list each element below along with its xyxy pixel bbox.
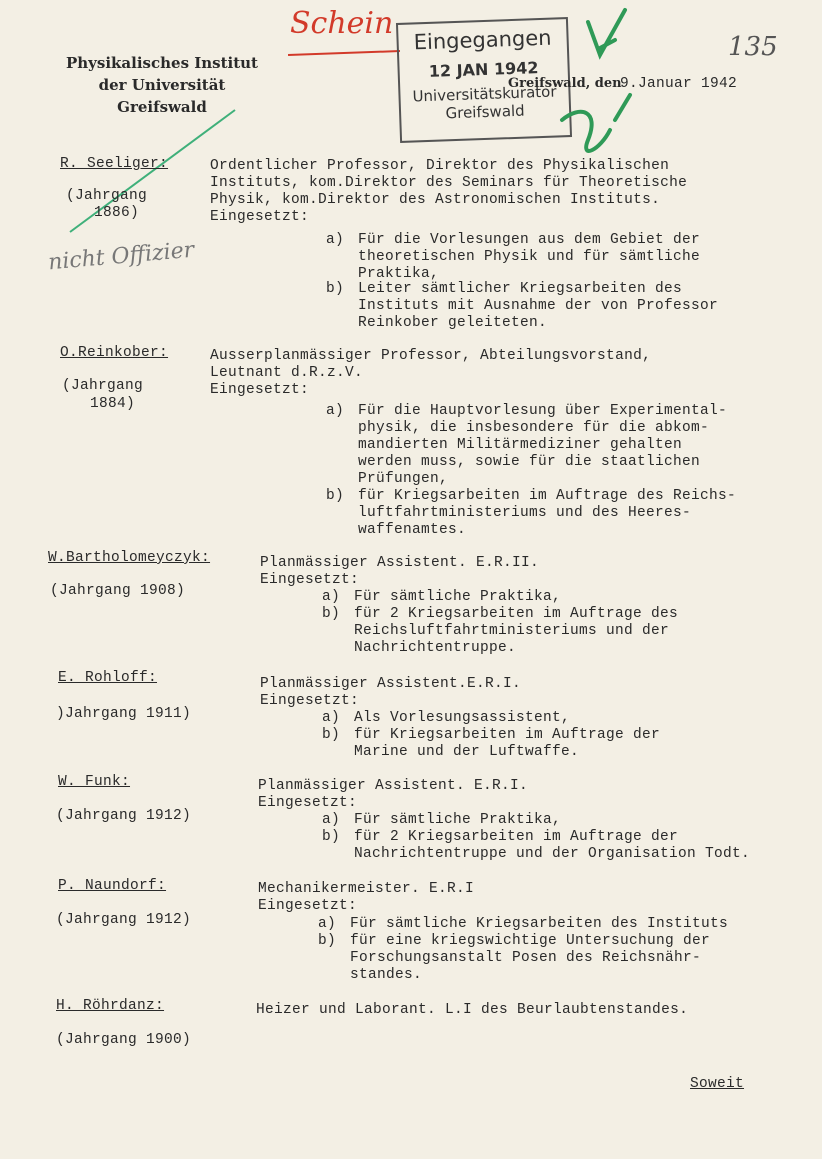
birth-year: (Jahrgang (66, 188, 148, 204)
position-line: Eingesetzt: (210, 209, 310, 225)
item-line: standes. (350, 967, 423, 983)
item-line: Instituts mit Ausnahme der von Professor (358, 298, 719, 314)
item-line: Nachrichtentruppe und der Organisation Todt. (354, 846, 751, 862)
item-mark: b) (326, 281, 345, 297)
item-mark: b) (326, 488, 345, 504)
position-line: Instituts, kom.Direktor des Seminars für Theoretische (210, 175, 688, 191)
item-line: Reichsluftfahrtministeriums und der (354, 623, 670, 639)
page-number: 135 (728, 32, 778, 62)
margin-note: nicht Offizier (47, 237, 196, 276)
birth-year: (Jahrgang 1912) (56, 808, 192, 824)
item-line: für eine kriegswichtige Untersuchung der (350, 933, 711, 949)
item-mark: a) (326, 232, 345, 248)
item-line: werden muss, sowie für die staatlichen (358, 454, 701, 470)
item-line: Für die Hauptvorlesung über Experimental- (358, 403, 728, 419)
item-mark: b) (322, 727, 341, 743)
position-line: Ordentlicher Professor, Direktor des Physikalischen (210, 158, 670, 174)
staff-name: W. Funk: (58, 774, 131, 790)
stamp-line: Greifswald (445, 101, 525, 123)
item-line: luftfahrtministeriums und des Heeres- (358, 505, 692, 521)
birth-year: 1884) (90, 396, 136, 412)
stamp-date: 12 JAN 1942 (428, 58, 539, 81)
letterhead-line: Physikalisches Institut (65, 54, 258, 72)
item-line: waffenamtes. (358, 522, 467, 538)
item-mark: a) (322, 589, 341, 605)
position-line: Physik, kom.Direktor des Astronomischen Instituts. (210, 192, 661, 208)
item-mark: a) (326, 403, 345, 419)
position-line: Ausserplanmässiger Professor, Abteilungsvorstand, (210, 348, 652, 364)
position-line: Eingesetzt: (258, 795, 358, 811)
item-line: Forschungsanstalt Posen des Reichsnähr- (350, 950, 702, 966)
item-line: Für sämtliche Praktika, (354, 589, 562, 605)
document-date: 9.Januar 1942 (620, 76, 738, 92)
item-line: Nachrichtentruppe. (354, 640, 517, 656)
stamp-title: Eingegangen (413, 25, 552, 55)
item-line: Marine und der Luftwaffe. (354, 744, 580, 760)
item-mark: b) (322, 829, 341, 845)
item-line: Praktika, (358, 266, 440, 282)
item-line: für 2 Kriegsarbeiten im Auftrage der (354, 829, 679, 845)
item-line: für Kriegsarbeiten im Auftrage der (354, 727, 661, 743)
position-line: Planmässiger Assistent. E.R.II. (260, 555, 540, 571)
birth-year: (Jahrgang 1912) (56, 912, 192, 928)
staff-name: W.Bartholomeyczyk: (48, 550, 211, 566)
item-line: Für die Vorlesungen aus dem Gebiet der (358, 232, 701, 248)
birth-year: 1886) (94, 205, 140, 221)
position-line: Eingesetzt: (260, 693, 360, 709)
birth-year: (Jahrgang 1908) (50, 583, 186, 599)
birth-year: )Jahrgang 1911) (56, 706, 192, 722)
letterhead-line: Greifswald (117, 98, 207, 116)
item-mark: b) (322, 606, 341, 622)
footer-text: Soweit (690, 1076, 745, 1092)
staff-name: R. Seeliger: (60, 156, 169, 172)
item-line: für 2 Kriegsarbeiten im Auftrage des (354, 606, 679, 622)
staff-name: O.Reinkober: (60, 345, 169, 361)
item-line: mandierten Militärmediziner gehalten (358, 437, 683, 453)
item-line: Für sämtliche Kriegsarbeiten des Instituts (350, 916, 729, 932)
position-line: Planmässiger Assistent.E.R.I. (260, 676, 522, 692)
staff-name: E. Rohloff: (58, 670, 158, 686)
item-mark: a) (322, 710, 341, 726)
position-line: Heizer und Laborant. L.I des Beurlaubtenstandes. (256, 1002, 689, 1018)
red-annotation: Schein (290, 6, 394, 41)
item-line: physik, die insbesondere für die abkom- (358, 420, 710, 436)
item-mark: a) (322, 812, 341, 828)
item-line: theoretischen Physik und für sämtliche (358, 249, 701, 265)
item-line: Für sämtliche Praktika, (354, 812, 562, 828)
item-line: Leiter sämtlicher Kriegsarbeiten des (358, 281, 683, 297)
position-line: Eingesetzt: (210, 382, 310, 398)
item-line: für Kriegsarbeiten im Auftrage des Reichs- (358, 488, 737, 504)
position-line: Eingesetzt: (260, 572, 360, 588)
item-line: Prüfungen, (358, 471, 449, 487)
staff-name: H. Röhrdanz: (56, 998, 165, 1014)
birth-year: (Jahrgang (62, 378, 144, 394)
position-line: Eingesetzt: (258, 898, 358, 914)
position-line: Planmässiger Assistent. E.R.I. (258, 778, 529, 794)
item-line: Als Vorlesungsassistent, (354, 710, 571, 726)
birth-year: (Jahrgang 1900) (56, 1032, 192, 1048)
stamp-line: Universitätskurator (412, 82, 557, 106)
position-line: Leutnant d.R.z.V. (210, 365, 364, 381)
item-mark: a) (318, 916, 337, 932)
place-label: Greifswald, den (508, 76, 622, 91)
staff-name: P. Naundorf: (58, 878, 167, 894)
letterhead-line: der Universität (98, 76, 226, 94)
item-line: Reinkober geleiteten. (358, 315, 548, 331)
item-mark: b) (318, 933, 337, 949)
position-line: Mechanikermeister. E.R.I (258, 881, 475, 897)
